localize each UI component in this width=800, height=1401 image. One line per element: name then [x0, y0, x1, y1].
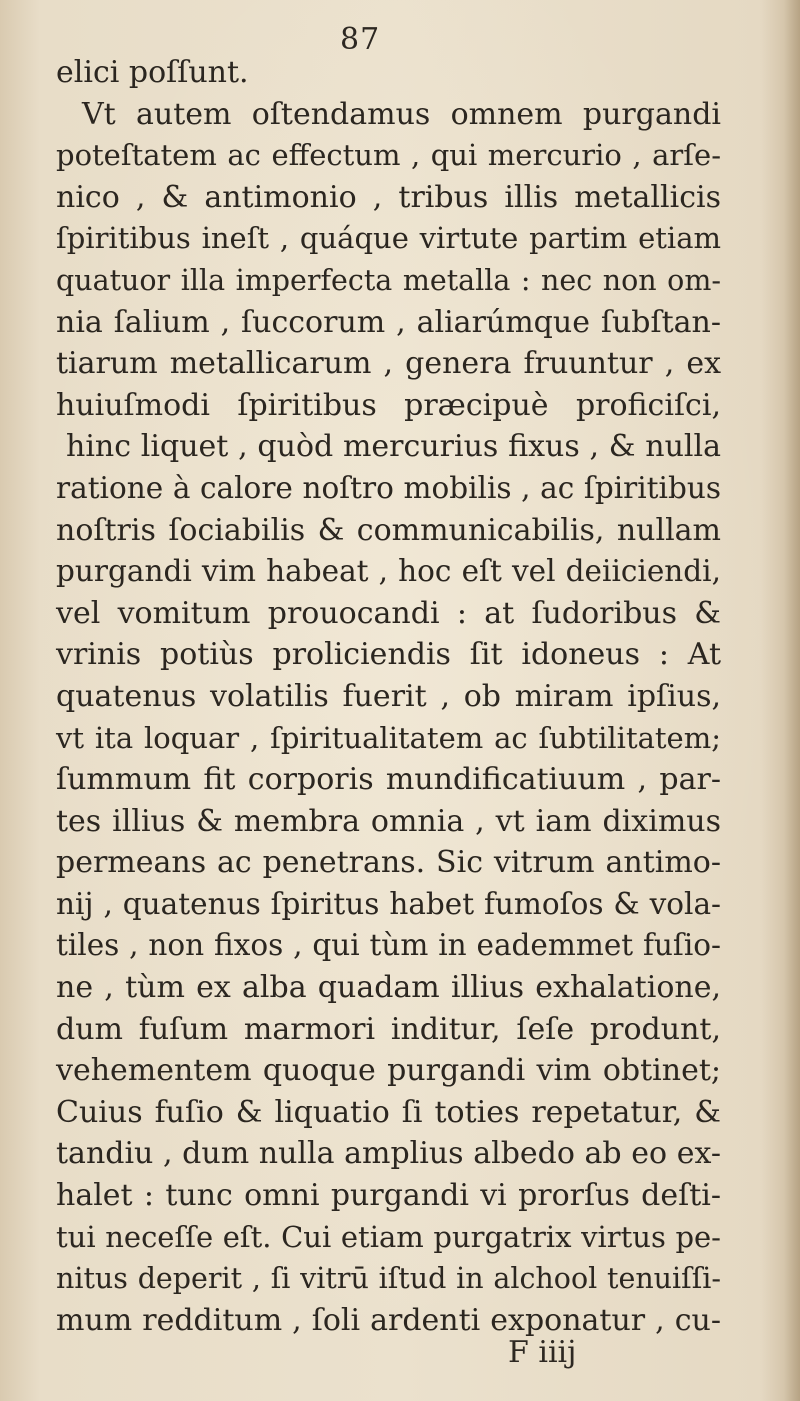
- text-line: Cuius fuſio & liquatio ſi toties repetatur, &: [56, 1094, 721, 1130]
- text-line: poteſtatem ac effectum , qui mercurio , arſe-: [56, 138, 721, 173]
- text-line: dum fuſum marmori inditur, ſeſe produnt,: [56, 1011, 721, 1047]
- text-line: hinc liquet , quòd mercurius fixus , & nulla: [66, 429, 721, 465]
- text-line: nij , quatenus ſpiritus habet fumoſos & vola-: [56, 886, 721, 921]
- text-line: nia ſalium , ſuccorum , aliarúmque ſubſtan-: [56, 304, 721, 340]
- text-line: vel vomitum prouocandi : at ſudoribus &: [56, 595, 721, 631]
- page-edge-shadow: [784, 0, 800, 1401]
- page-number: 87: [340, 22, 381, 57]
- text-line: permeans ac penetrans. Sic vitrum antimo-: [56, 845, 721, 881]
- text-line: tandiu , dum nulla amplius albedo ab eo ex-: [56, 1136, 721, 1172]
- body-text: [56, 52, 721, 1341]
- text-line: halet : tunc omni purgandi vi prorſus deſti-: [56, 1178, 721, 1214]
- text-line: huiuſmodi ſpiritibus præcipuè proficiſci,: [56, 387, 721, 423]
- text-line: vt ita loquar , ſpiritualitatem ac ſubtilitatem;: [56, 720, 721, 755]
- text-line: nitus deperit , ſi vitrū iſtud in alchool tenuiſſi-: [56, 1262, 721, 1296]
- signature-mark: F iiij: [508, 1335, 577, 1370]
- text-line: mum redditum , ſoli ardenti exponatur , cu-: [56, 1302, 721, 1338]
- text-line: quatuor illa imperfecta metalla : nec non om-: [56, 263, 721, 297]
- text-line: tiarum metallicarum , genera fruuntur , ex: [56, 346, 721, 382]
- text-line: tes illius & membra omnia , vt iam diximus: [56, 803, 721, 839]
- text-line: ne , tùm ex alba quadam illius exhalatione,: [56, 970, 721, 1006]
- text-line: quatenus volatilis fuerit , ob miram ipſius,: [56, 678, 721, 714]
- text-line: noſtris ſociabilis & communicabilis, nullam: [56, 512, 721, 548]
- text-line: vrinis potiùs proliciendis ſit idoneus : At: [56, 637, 721, 673]
- text-line: ſpiritibus ineſt , quáque virtute partim etiam: [56, 221, 721, 256]
- text-line: ratione à calore noſtro mobilis , ac ſpiritibus: [56, 470, 721, 505]
- text-line: tui neceſſe eſt. Cui etiam purgatrix virtus pe-: [56, 1219, 721, 1254]
- text-line: vehementem quoque purgandi vim obtinet;: [56, 1053, 721, 1089]
- text-line: nico , & antimonio , tribus illis metallicis: [56, 179, 721, 215]
- text-line: tiles , non fixos , qui tùm in eademmet fuſio-: [56, 928, 721, 963]
- text-line: Vt autem oſtendamus omnem purgandi: [82, 96, 721, 132]
- text-line: ſummum fit corporis mundificatiuum , par-: [56, 762, 721, 798]
- text-line: elici poſſunt.: [56, 55, 249, 90]
- text-line: purgandi vim habeat , hoc eſt vel deiiciendi,: [56, 554, 721, 589]
